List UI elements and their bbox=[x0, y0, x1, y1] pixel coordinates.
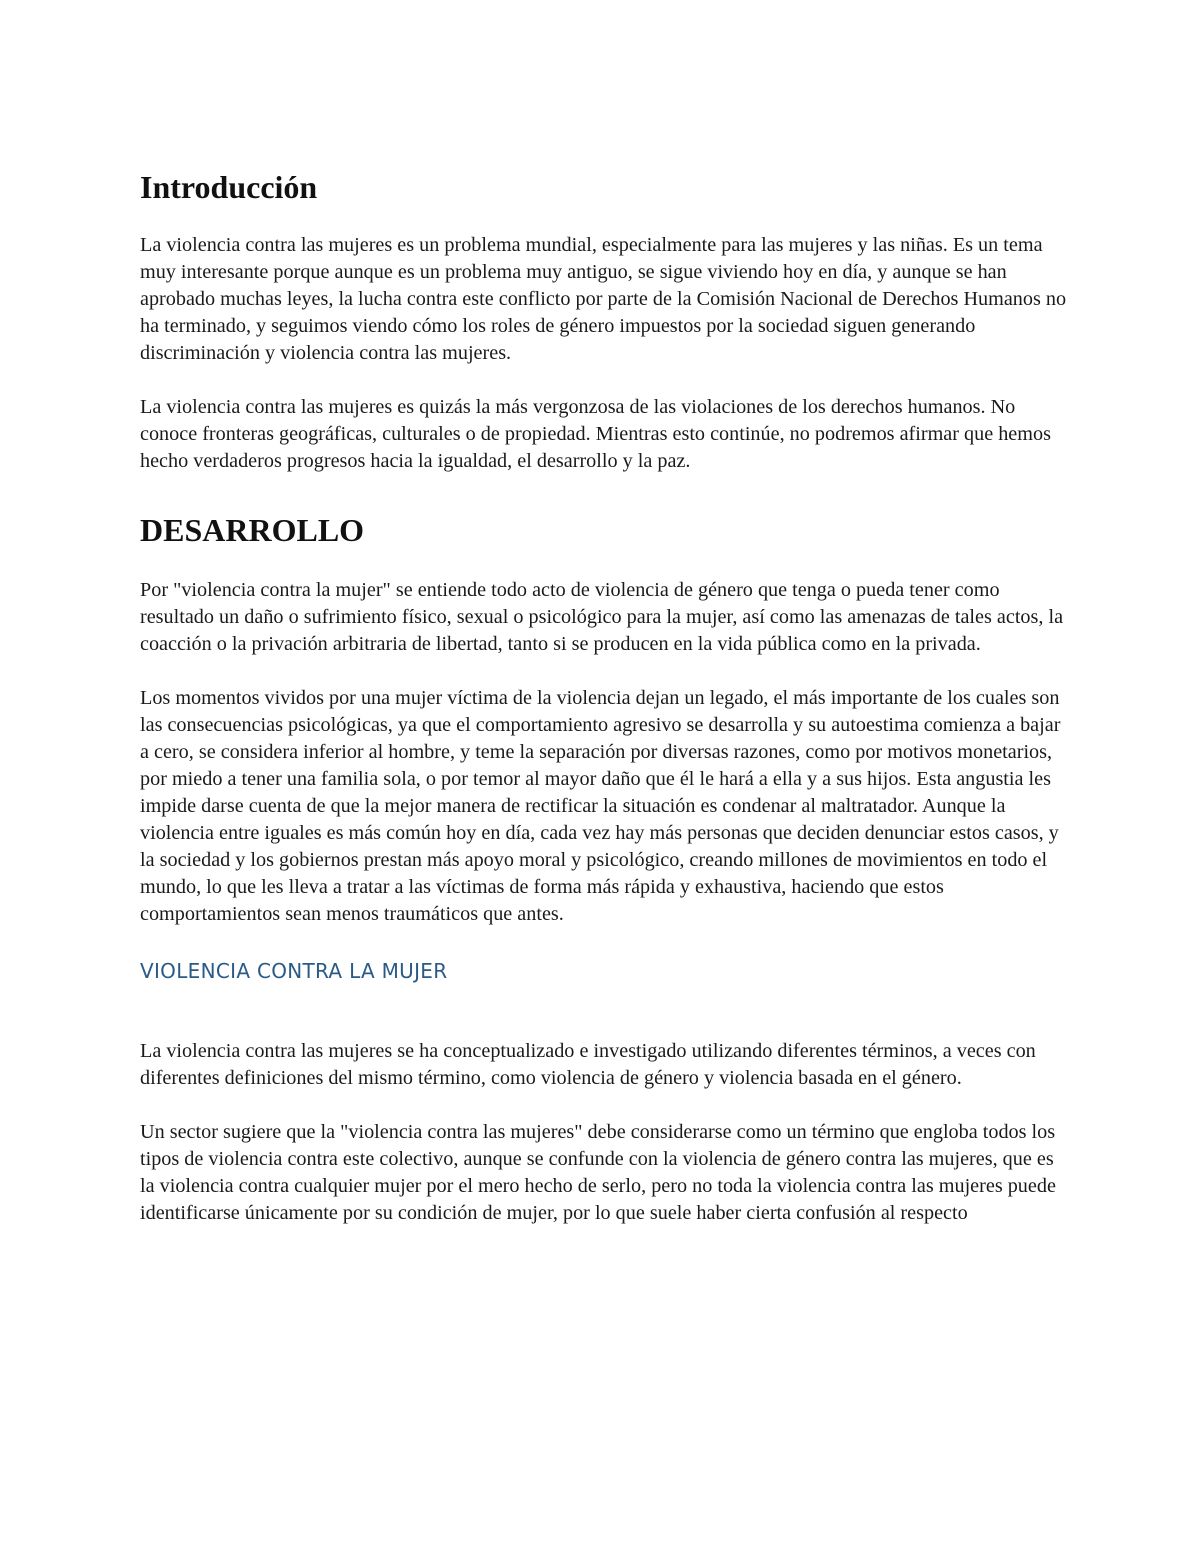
document-page bbox=[140, 164, 1070, 1227]
desarrollo-paragraph-2: Los momentos vividos por una mujer víctima de la violencia dejan un legado, el más importante de los cuales son las consecuencias psicológicas, ya que el comportamiento agresivo se desarrolla y su autoestima comienza a bajar a cero, se considera inferior al hombre, y teme la separación por diversas razones, como por motivos monetarios, por miedo a tener una familia sola, o por temor al mayor daño que él le hará a ella y a sus hijos. Esta angustia les impide darse cuenta de que la mejor manera de rectificar la situación es condenar al maltratador. Aunque la violencia entre iguales es más común hoy en día, cada vez hay más personas que deciden denunciar estos casos, y la sociedad y los gobiernos prestan más apoyo moral y psicológico, creando millones de movimientos en todo el mundo, lo que les lleva a tratar a las víctimas de forma más rápida y exhaustiva, haciendo que estos comportamientos sean menos traumáticos que antes. bbox=[140, 687, 1061, 925]
intro-heading: Introducción bbox=[140, 169, 318, 205]
violencia-paragraph-2: Un sector sugiere que la "violencia contra las mujeres" debe considerarse como un término que engloba todos los tipos de violencia contra este colectivo, aunque se confunde con la violencia de género contra las mujeres, que es la violencia contra cualquier mujer por el mero hecho de serlo, pero no toda la violencia contra las mujeres puede identificarse únicamente por su condición de mujer, por lo que suele haber cierta confusión al respecto bbox=[140, 1121, 1056, 1224]
desarrollo-paragraph-1: Por "violencia contra la mujer" se entiende todo acto de violencia de género que tenga o pueda tener como resultado un daño o sufrimiento físico, sexual o psicológico para la mujer, así como las amenazas de tales actos, la coacción o la privación arbitraria de libertad, tanto si se producen en la vida pública como en la privada. bbox=[140, 579, 1064, 655]
desarrollo-heading: DESARROLLO bbox=[140, 512, 365, 548]
intro-paragraph-2: La violencia contra las mujeres es quizás la más vergonzosa de las violaciones de los derechos humanos. No conoce fronteras geográficas, culturales o de propiedad. Mientras esto continúe, no podremos afirmar que hemos hecho verdaderos progresos hacia la igualdad, el desarrollo y la paz. bbox=[140, 396, 1051, 472]
intro-paragraph-1: La violencia contra las mujeres es un problema mundial, especialmente para las mujeres y las niñas. Es un tema muy interesante porque aunque es un problema muy antiguo, se sigue viviendo hoy en día, y aunque se han aprobado muchas leyes, la lucha contra este conflicto por parte de la Comisión Nacional de Derechos Humanos no ha terminado, y seguimos viendo cómo los roles de género impuestos por la sociedad siguen generando discriminación y violencia contra las mujeres. bbox=[140, 234, 1067, 364]
violencia-paragraph-1: La violencia contra las mujeres se ha conceptualizado e investigado utilizando diferentes términos, a veces con diferentes definiciones del mismo término, como violencia de género y violencia basada en el género. bbox=[140, 1040, 1036, 1089]
violencia-heading: VIOLENCIA CONTRA LA MUJER bbox=[140, 959, 448, 983]
